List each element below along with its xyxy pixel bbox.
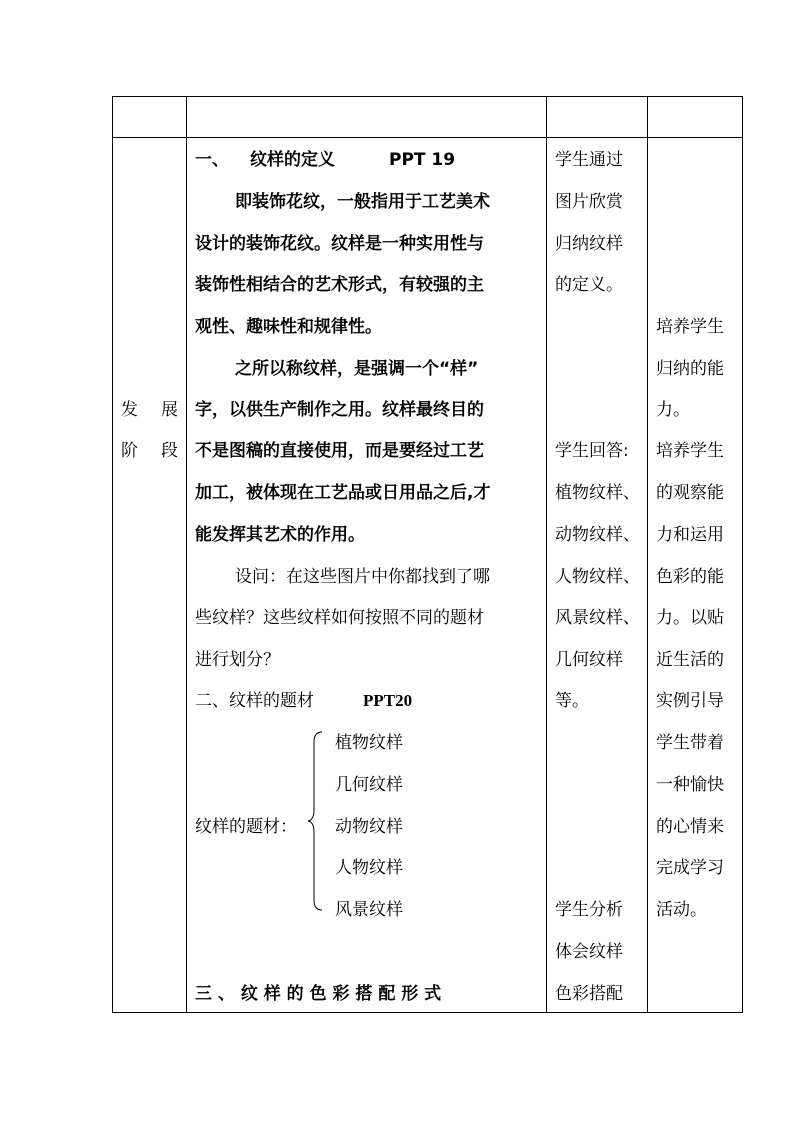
purpose-line: 近生活的 bbox=[656, 650, 724, 670]
section-2-title: 二、纹样的题材 bbox=[195, 691, 314, 711]
paragraph-line: 能发挥其艺术的作用。 bbox=[195, 525, 365, 545]
question-line: 进行划分？ bbox=[195, 650, 280, 670]
section-1-number: 一、 bbox=[195, 150, 229, 170]
theme-item: 动物纹样 bbox=[335, 817, 403, 837]
purpose-line: 培养学生 bbox=[656, 317, 724, 337]
table-border-bottom bbox=[112, 1012, 743, 1013]
stage-char: 展 bbox=[161, 400, 178, 420]
table-border-top bbox=[112, 96, 743, 97]
paragraph-line: 字，以供生产制作之用。纹样最终目的 bbox=[195, 400, 484, 420]
activity-line: 风景纹样、 bbox=[555, 608, 640, 628]
activity-line: 植物纹样、 bbox=[555, 483, 640, 503]
table-col-divider bbox=[546, 96, 547, 1013]
purpose-line: 完成学习 bbox=[656, 858, 724, 878]
paragraph-line: 装饰性相结合的艺术形式，有较强的主 bbox=[195, 275, 484, 295]
purpose-line: 学生带着 bbox=[656, 733, 724, 753]
paragraph-line: 设计的装饰花纹。纹样是一种实用性与 bbox=[195, 234, 484, 254]
activity-line: 色彩搭配 bbox=[555, 984, 623, 1004]
activity-line: 学生通过 bbox=[555, 150, 623, 170]
question-line: 些纹样？这些纹样如何按照不同的题材 bbox=[195, 608, 484, 628]
theme-item: 人物纹样 bbox=[335, 858, 403, 878]
stage-char: 阶 bbox=[121, 441, 138, 461]
paragraph-line: 即装饰花纹，一般指用于工艺美术 bbox=[235, 192, 490, 212]
question-line: 设问：在这些图片中你都找到了哪 bbox=[235, 567, 490, 587]
purpose-line: 力和运用 bbox=[656, 525, 724, 545]
paragraph-line: 加工，被体现在工艺品或日用品之后,才 bbox=[195, 483, 491, 503]
activity-line: 的定义。 bbox=[555, 275, 623, 295]
section-1-title: 纹样的定义 bbox=[250, 150, 335, 170]
table-col-divider bbox=[186, 96, 187, 1013]
paragraph-line: 之所以称纹样，是强调一个“样” bbox=[235, 359, 479, 379]
paragraph-line: 观性、趣味性和规律性。 bbox=[195, 317, 382, 337]
activity-line: 学生回答: bbox=[555, 441, 629, 461]
purpose-line: 归纳的能 bbox=[656, 359, 724, 379]
theme-label: 纹样的题材： bbox=[195, 817, 297, 837]
activity-line: 人物纹样、 bbox=[555, 567, 640, 587]
purpose-line: 活动。 bbox=[656, 900, 707, 920]
table-border-left bbox=[112, 96, 113, 1013]
purpose-line: 实例引导 bbox=[656, 691, 724, 711]
activity-line: 等。 bbox=[555, 691, 589, 711]
purpose-line: 力。 bbox=[656, 400, 690, 420]
activity-line: 动物纹样、 bbox=[555, 525, 640, 545]
table-col-divider bbox=[647, 96, 648, 1013]
paragraph-line: 不是图稿的直接使用，而是要经过工艺 bbox=[195, 441, 484, 461]
stage-char: 段 bbox=[161, 441, 178, 461]
stage-char: 发 bbox=[121, 400, 138, 420]
section-1-ppt: PPT 19 bbox=[389, 150, 456, 170]
activity-line: 学生分析 bbox=[555, 900, 623, 920]
activity-line: 图片欣赏 bbox=[555, 192, 623, 212]
table-row-divider bbox=[112, 137, 743, 138]
purpose-line: 的心情来 bbox=[656, 817, 724, 837]
activity-line: 归纳纹样 bbox=[555, 234, 623, 254]
purpose-line: 色彩的能 bbox=[656, 567, 724, 587]
activity-line: 几何纹样 bbox=[555, 650, 623, 670]
theme-item: 几何纹样 bbox=[335, 775, 403, 795]
section-2-ppt: PPT20 bbox=[363, 691, 413, 710]
table-border-right bbox=[742, 96, 743, 1013]
activity-line: 体会纹样 bbox=[555, 942, 623, 962]
theme-item: 风景纹样 bbox=[335, 900, 403, 920]
purpose-line: 力。以贴 bbox=[656, 608, 724, 628]
curly-brace-icon bbox=[306, 730, 324, 912]
purpose-line: 的观察能 bbox=[656, 483, 724, 503]
section-3-title: 三 、 纹 样 的 色 彩 搭 配 形 式 bbox=[195, 984, 442, 1004]
purpose-line: 一种愉快 bbox=[656, 775, 724, 795]
purpose-line: 培养学生 bbox=[656, 441, 724, 461]
theme-item: 植物纹样 bbox=[335, 733, 403, 753]
